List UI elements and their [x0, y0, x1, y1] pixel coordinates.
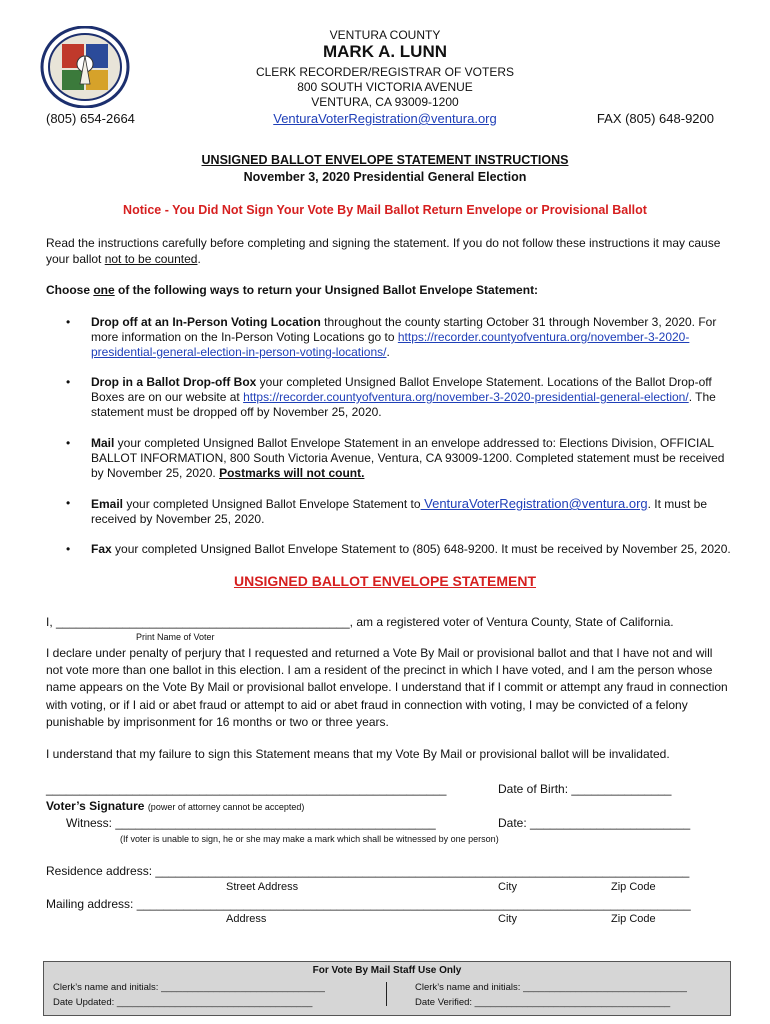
witness-date-field[interactable]: Date: ________________________ — [498, 816, 691, 830]
mailing-city-label: City — [498, 913, 517, 925]
intro-end: . — [197, 251, 201, 266]
date-verified-field[interactable]: Date Verified: _____________________________________ — [415, 997, 671, 1008]
page-title: UNSIGNED BALLOT ENVELOPE STATEMENT INSTRUCTIONS — [201, 153, 569, 167]
bullet-dropoff — [91, 315, 731, 360]
notice-text: Notice - You Did Not Sign Your Vote By Mail Ballot Return Envelope or Provisional Ballot — [123, 203, 647, 217]
dropbox-end: . The statement must be dropped off by November 25, 2020. — [91, 390, 716, 419]
bullet-dot-icon: • — [66, 315, 71, 329]
clerk-name: MARK A. LUNN — [322, 42, 448, 61]
signature-label — [46, 799, 304, 813]
signature-note: (power of attorney cannot be accepted) — [147, 802, 305, 812]
clerk-name-right-field[interactable]: Clerk’s name and initials: _______________________________ — [415, 982, 687, 993]
invalidation-statement: I understand that my failure to sign this Statement means that my Vote By Mail or provisional ballot will be invalidated. — [46, 747, 670, 761]
staff-use-box — [43, 961, 731, 1016]
choose-heading — [46, 283, 538, 297]
dropoff-link[interactable]: https://recorder.countyofventura.org/november-3-2020-presidential-general-election-in-person-voting-locations/ — [91, 330, 690, 359]
zip-label: Zip Code — [611, 881, 656, 893]
email-end: . It must be received by November 25, 2020. — [91, 497, 707, 526]
mail-postmark-note: Postmarks will not count. — [219, 466, 365, 480]
bullet-dropbox — [91, 375, 731, 420]
office-street: 800 SOUTH VICTORIA AVENUE — [297, 80, 473, 94]
office-city: VENTURA, CA 93009-1200 — [311, 95, 459, 109]
bullet-dot-icon: • — [66, 375, 71, 389]
bullet-dot-icon: • — [66, 496, 71, 510]
declaration-paragraph: I declare under penalty of perjury that I requested and returned a Vote By Mail or provisional ballot and that I have not and will not vote more than one ballot in this election. I am a resident of the precinct in which I have voted, and I am the person whose name appears on the Vote By Mail or provisional ballot envelope. I understand that if I commit or attempt any fraud in connection with voting, or if I aid or abet fraud or attempt to aid or abet fraud in connection with voting, I may be convicted of a felony punishable by imprisonment for 16 months or two or three years. — [46, 646, 728, 729]
election-title: November 3, 2020 Presidential General Election — [243, 170, 527, 184]
office-email-link[interactable]: VenturaVoterRegistration@ventura.org — [273, 111, 497, 126]
voter-signature-line[interactable]: ____________________________________________________________ — [46, 782, 447, 796]
choose-pre: Choose — [46, 283, 94, 297]
intro-paragraph — [46, 236, 731, 267]
email-link[interactable]: VenturaVoterRegistration@ventura.org — [420, 496, 648, 511]
mail-text: your completed Unsigned Ballot Envelope Statement in an envelope addressed to: Elections Division, OFFICIAL BALLOT INFORMATION, 800 South Victoria Avenue, Ventura, CA 93009-1200. Completed statement must be received by November 25, 2020. — [91, 436, 725, 480]
witness-field[interactable]: Witness: ________________________________________________ — [66, 816, 436, 830]
date-updated-field[interactable]: Date Updated: _____________________________________ — [53, 997, 313, 1008]
bullet-dot-icon: • — [66, 436, 71, 450]
statement-heading: UNSIGNED BALLOT ENVELOPE STATEMENT — [233, 573, 537, 589]
choose-underlined: one — [93, 283, 115, 297]
county-name: VENTURA COUNTY — [329, 28, 441, 42]
witness-note: (If voter is unable to sign, he or she may make a mark which shall be witnessed by one person) — [120, 834, 499, 844]
date-of-birth-field[interactable]: Date of Birth: _______________ — [498, 782, 672, 796]
fax-text: your completed Unsigned Ballot Envelope Statement to (805) 648-9200. It must be received by November 25, 2020. — [111, 542, 731, 556]
bullet-dot-icon: • — [66, 542, 71, 556]
mailing-address-label: Address — [226, 913, 267, 925]
dropoff-text: throughout the county starting October 31 through November 3, 2020. For more information on the In-Person Voting Locations go to — [91, 315, 717, 344]
office-title: CLERK RECORDER/REGISTRAR OF VOTERS — [255, 65, 515, 79]
staff-box-divider — [386, 982, 387, 1006]
intro-underlined: not to be counted — [104, 251, 198, 266]
city-label: City — [498, 881, 517, 893]
print-name-label: Print Name of Voter — [136, 632, 215, 642]
dropbox-text: your completed Unsigned Ballot Envelope Statement. Locations of the Ballot Drop-off Boxes are on our website at — [91, 375, 712, 404]
bullet-email — [91, 496, 731, 527]
office-phone: (805) 654-2664 — [46, 111, 135, 126]
bullet-fax — [91, 542, 731, 557]
dropbox-link[interactable]: https://recorder.countyofventura.org/november-3-2020-presidential-general-election/ — [243, 390, 689, 404]
fax-bold: Fax — [91, 542, 112, 556]
office-fax: FAX (805) 648-9200 — [596, 111, 714, 126]
dropoff-bold: Drop off at an In-Person Voting Location — [91, 315, 321, 329]
email-text: your completed Unsigned Ballot Envelope Statement to — [123, 497, 421, 511]
dropoff-end: . — [386, 345, 390, 359]
signature-label-text: Voter’s Signature — [46, 799, 145, 813]
street-address-label: Street Address — [226, 881, 299, 893]
email-bold: Email — [91, 497, 124, 511]
voter-name-line[interactable]: I, ____________________________________________, am a registered voter of Ventura County, State of California. — [46, 615, 674, 629]
staff-use-title: For Vote By Mail Staff Use Only — [312, 965, 462, 976]
residence-address-field[interactable]: Residence address: ________________________________________________________________________________ — [46, 864, 690, 878]
mail-bold: Mail — [91, 436, 115, 450]
choose-post: of the following ways to return your Unsigned Ballot Envelope Statement: — [114, 283, 539, 297]
mailing-zip-label: Zip Code — [611, 913, 656, 925]
bullet-mail — [91, 436, 731, 481]
clerk-name-left-field[interactable]: Clerk’s name and initials: _______________________________ — [53, 982, 325, 993]
mailing-address-field[interactable]: Mailing address: ___________________________________________________________________________________ — [46, 897, 691, 911]
intro-text: Read the instructions carefully before completing and signing the statement. If you do not follow these instructions it may cause your ballot — [46, 236, 721, 266]
dropbox-bold: Drop in a Ballot Drop-off Box — [91, 375, 257, 389]
